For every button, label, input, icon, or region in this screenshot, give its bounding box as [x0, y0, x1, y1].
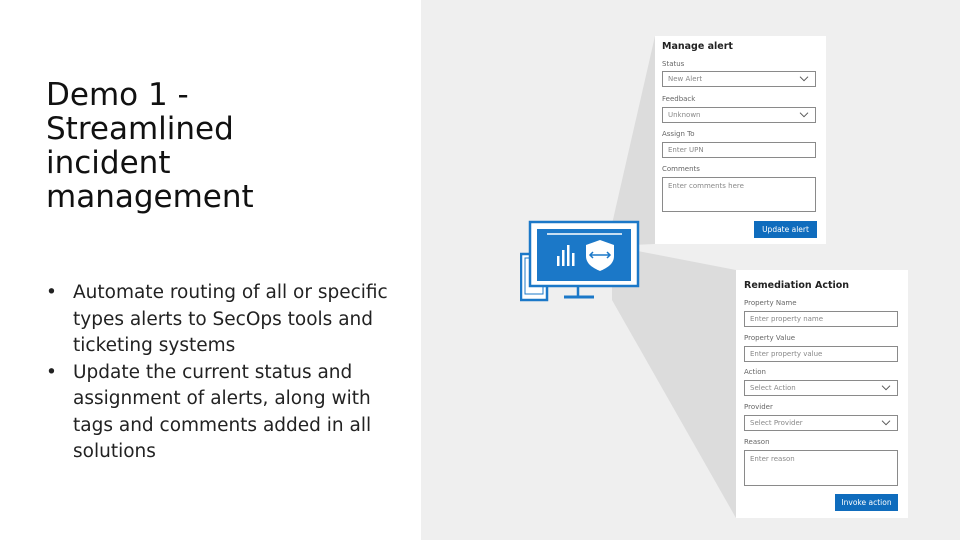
bullet-item [46, 360, 416, 466]
monitor-shield-icon [520, 218, 642, 304]
property-name-input[interactable] [744, 311, 898, 327]
comments-label: Comments [662, 165, 700, 173]
slide-title [46, 78, 376, 214]
feedback-label: Feedback [662, 95, 696, 103]
bullet-item [46, 280, 416, 360]
comments-placeholder: Enter comments here [668, 182, 744, 190]
status-label: Status [662, 60, 685, 68]
action-value: Select Action [750, 384, 796, 392]
status-value: New Alert [668, 75, 703, 83]
bullet-text: Automate routing of all or specific types alerts to SecOps tools and ticketing systems [73, 282, 388, 356]
provider-dropdown[interactable] [744, 415, 898, 431]
manage-alert-panel [655, 36, 826, 244]
comments-textarea[interactable] [662, 177, 816, 212]
assign-to-input[interactable] [662, 142, 816, 158]
status-dropdown[interactable] [662, 71, 816, 87]
reason-label: Reason [744, 438, 770, 446]
feedback-value: Unknown [668, 111, 701, 119]
bullet-list [46, 280, 416, 466]
property-value-placeholder: Enter property value [750, 350, 823, 358]
title-line: management [46, 179, 254, 215]
action-dropdown[interactable] [744, 380, 898, 396]
remediation-action-title: Remediation Action [744, 280, 850, 291]
title-line: incident [46, 145, 171, 181]
bullet-dot: • [46, 361, 57, 383]
manage-alert-title: Manage alert [662, 41, 733, 52]
property-name-label: Property Name [744, 299, 797, 307]
title-line: Streamlined [46, 111, 234, 147]
action-label: Action [744, 368, 766, 376]
reason-textarea[interactable] [744, 450, 898, 486]
title-line: Demo 1 - [46, 77, 189, 113]
bullet-dot: • [46, 282, 57, 303]
assign-to-placeholder: Enter UPN [668, 146, 704, 154]
provider-label: Provider [744, 403, 773, 411]
chevron-down-icon [799, 112, 809, 118]
update-alert-button[interactable]: Update alert [754, 221, 817, 238]
property-value-label: Property Value [744, 334, 796, 342]
reason-placeholder: Enter reason [750, 455, 795, 463]
chevron-down-icon [881, 420, 891, 426]
assign-to-label: Assign To [662, 130, 695, 138]
feedback-dropdown[interactable] [662, 107, 816, 123]
bullet-text: Update the current status and assignment of alerts, along with tags and comments added in all solutions [73, 361, 372, 462]
property-name-placeholder: Enter property name [750, 315, 824, 323]
provider-value: Select Provider [750, 419, 803, 427]
chevron-down-icon [799, 76, 809, 82]
remediation-action-panel [736, 270, 908, 518]
property-value-input[interactable] [744, 346, 898, 362]
chevron-down-icon [881, 385, 891, 391]
invoke-action-button[interactable]: Invoke action [835, 494, 898, 511]
